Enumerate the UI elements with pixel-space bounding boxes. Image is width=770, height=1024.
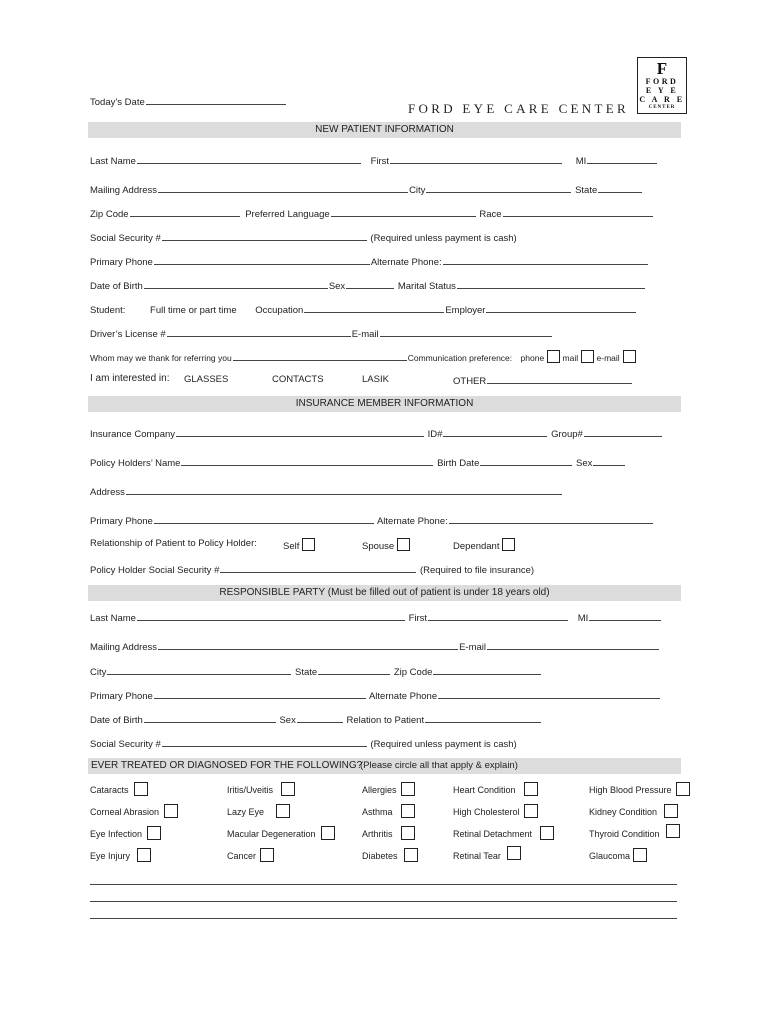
condition-label: Glaucoma [589,851,631,861]
condition-label: Kidney Condition [589,807,658,817]
dob-field[interactable] [144,279,328,289]
section-new-patient: NEW PATIENT INFORMATION [88,122,681,138]
policy-holder-row [90,456,626,469]
condition-label: Diabetes [362,851,398,861]
alternate-phone-field[interactable] [443,255,648,265]
resp-state-field[interactable] [318,665,390,675]
resp-dob-row [90,713,542,726]
label-self: Self [283,541,300,552]
spouse-checkbox[interactable] [397,538,410,551]
resp-sex-field[interactable] [297,713,343,723]
label-marital-status: Marital Status [397,281,456,292]
label-resp-ssn: Social Security # [90,739,161,750]
option-glasses[interactable]: GLASSES [184,374,229,385]
label-student: Student: [90,305,126,316]
resp-ssn-field[interactable] [162,737,367,747]
ins-primary-phone-field[interactable] [154,514,374,524]
resp-city-row [90,665,542,678]
mail-checkbox[interactable] [581,350,594,363]
resp-city-field[interactable] [107,665,291,675]
explain-line[interactable] [90,901,677,902]
condition-label: Cataracts [90,785,129,795]
section-responsible: RESPONSIBLE PARTY (Must be filled out of patient is under 18 years old) [88,585,681,601]
label-resp-mailing-address: Mailing Address [90,642,158,653]
first-name-field[interactable] [390,154,562,164]
condition-label: Corneal Abrasion [90,807,160,817]
ins-alternate-phone-field[interactable] [449,514,653,524]
label-resp-primary-phone: Primary Phone [90,691,153,702]
arthritis-checkbox[interactable] [401,826,415,840]
option-contacts[interactable]: CONTACTS [272,374,324,385]
email-field[interactable] [380,327,552,337]
resp-relation-field[interactable] [425,713,541,723]
logo-line4: CENTER [648,105,676,110]
label-phone-opt: phone [520,353,545,363]
condition-label: Retinal Tear [453,851,501,861]
patient-phone-row [90,255,649,268]
cancer-checkbox[interactable] [260,848,274,862]
eye-infection-checkbox[interactable] [147,826,161,840]
race-field[interactable] [503,207,653,217]
ford-logo [637,57,687,114]
label-birth-date: Birth Date [437,458,480,469]
label-city: City [409,185,426,196]
label-zip: Zip Code [90,209,129,220]
zip-field[interactable] [130,207,240,217]
occupation-field[interactable] [304,303,444,313]
resp-ssn-row [90,737,517,750]
dependant-checkbox[interactable] [502,538,515,551]
label-group: Group# [551,429,583,440]
label-resp-zip: Zip Code [393,667,433,678]
label-resp-alternate-phone: Alternate Phone [368,691,438,702]
logo-initial: F [656,59,668,78]
resp-zip-field[interactable] [433,665,541,675]
condition-label: Asthma [362,807,393,817]
sex-field[interactable] [346,279,394,289]
relationship-label: Relationship of Patient to Policy Holder: [90,538,257,549]
label-holder-ssn: Policy Holder Social Security # [90,565,220,576]
holder-ssn-note: (Required to file insurance) [420,565,535,576]
resp-first-field[interactable] [428,611,568,621]
allergies-checkbox[interactable] [401,782,415,796]
label-resp-email: E-mail [459,642,486,653]
patient-zip-row [90,207,654,220]
macular-degeneration-checkbox[interactable] [321,826,335,840]
label-id: ID# [427,429,443,440]
resp-phone-row [90,689,661,702]
option-other-row [453,374,633,387]
explain-line[interactable] [90,918,677,919]
asthma-checkbox[interactable] [401,804,415,818]
ins-sex-field[interactable] [593,456,625,466]
label-resp-city: City [90,667,107,678]
label-mailing-address: Mailing Address [90,185,158,196]
todays-date-field[interactable] [146,95,286,105]
relationship-dependant [453,538,515,552]
thyroid-condition-checkbox[interactable] [666,824,680,838]
todays-date-label: Today’s Date [90,97,145,108]
label-ins-primary-phone: Primary Phone [90,516,153,527]
conditions-bar [88,758,681,774]
label-dependant: Dependant [453,541,500,552]
high-cholesterol-checkbox[interactable] [524,804,538,818]
insurance-phone-row [90,514,654,527]
label-state: State [575,185,598,196]
interested-label: I am interested in: [90,373,170,384]
primary-phone-field[interactable] [154,255,370,265]
holder-ssn-field[interactable] [220,563,416,573]
label-language: Preferred Language [245,209,330,220]
condition-label: Arthritis [362,829,393,839]
label-ins-sex: Sex [576,458,593,469]
corneal-abrasion-checkbox[interactable] [164,804,178,818]
retinal-detachment-checkbox[interactable] [540,826,554,840]
label-holder-name: Policy Holders’ Name [90,458,181,469]
label-comm-pref: Communication preference: [407,353,513,363]
label-dob: Date of Birth [90,281,143,292]
holder-name-field[interactable] [181,456,433,466]
label-resp-dob: Date of Birth [90,715,143,726]
marital-status-field[interactable] [457,279,645,289]
lazy-eye-checkbox[interactable] [276,804,290,818]
condition-label: High Blood Pressure [589,785,672,795]
cataracts-checkbox[interactable] [134,782,148,796]
self-checkbox[interactable] [302,538,315,551]
conditions-heading: EVER TREATED OR DIAGNOSED FOR THE FOLLOWING? [91,760,363,771]
resp-last-name-field[interactable] [137,611,405,621]
condition-label: Macular Degeneration [227,829,316,839]
label-ssn: Social Security # [90,233,161,244]
explain-line[interactable] [90,884,677,885]
logo-line3: C A R E [639,95,685,104]
ins-address-field[interactable] [126,485,562,495]
logo-line2: E Y E [645,86,679,95]
label-insurance-company: Insurance Company [90,429,176,440]
condition-label: High Cholesterol [453,807,520,817]
resp-alternate-phone-field[interactable] [438,689,660,699]
group-field[interactable] [584,427,662,437]
label-spouse: Spouse [362,541,395,552]
ssn-field[interactable] [162,231,367,241]
holder-ssn-row [90,563,534,576]
language-field[interactable] [331,207,476,217]
high-blood-pressure-checkbox[interactable] [676,782,690,796]
condition-label: Retinal Detachment [453,829,533,839]
glaucoma-checkbox[interactable] [633,848,647,862]
full-part-time: Full time or part time [150,305,237,316]
id-field[interactable] [443,427,547,437]
patient-student-row [90,303,637,316]
state-field[interactable] [598,183,642,193]
label-sex: Sex [328,281,346,292]
retinal-tear-checkbox[interactable] [507,846,521,860]
patient-license-row [90,327,553,340]
mailing-address-field[interactable] [158,183,408,193]
insurance-company-field[interactable] [176,427,424,437]
brand-name: FORD EYE CARE CENTER [408,101,629,116]
resp-dob-field[interactable] [144,713,276,723]
ssn-note: (Required unless payment is cash) [370,233,517,244]
label-last-name: Last Name [90,156,136,167]
condition-label: Cancer [227,851,257,861]
label-email: E-mail [351,329,379,340]
resp-primary-phone-field[interactable] [154,689,366,699]
phone-checkbox[interactable] [547,350,560,363]
label-primary-phone: Primary Phone [90,257,153,268]
label-resp-sex: Sex [279,715,296,726]
email-checkbox[interactable] [623,350,636,363]
patient-ssn-row [90,231,517,244]
referral-field[interactable] [233,351,407,361]
label-mi: MI [575,156,587,167]
label-mail-opt: mail [562,353,579,363]
resp-mi-field[interactable] [589,611,661,621]
label-first: First [370,156,390,167]
option-other[interactable]: OTHER [453,376,487,387]
condition-label: Eye Infection [90,829,143,839]
section-insurance: INSURANCE MEMBER INFORMATION [88,396,681,412]
patient-referral-row [90,350,636,363]
label-resp-relation: Relation to Patient [346,715,425,726]
birth-date-field[interactable] [480,456,572,466]
label-drivers-license: Driver’s License # [90,329,166,340]
eye-injury-checkbox[interactable] [137,848,151,862]
label-resp-mi: MI [577,613,589,624]
last-name-field[interactable] [137,154,361,164]
other-field[interactable] [487,374,632,384]
label-resp-first: First [408,613,428,624]
option-lasik[interactable]: LASIK [362,374,389,385]
condition-label: Lazy Eye [227,807,265,817]
label-occupation: Occupation [255,305,304,316]
resp-address-row [90,640,660,653]
relationship-self [283,538,315,552]
drivers-license-field[interactable] [167,327,351,337]
label-alternate-phone: Alternate Phone: [370,257,442,268]
patient-dob-row [90,279,646,292]
conditions-instruction: (Please circle all that apply & explain) [360,760,518,771]
city-field[interactable] [426,183,571,193]
resp-email-field[interactable] [487,640,659,650]
label-race: Race [479,209,502,220]
label-resp-state: State [295,667,318,678]
condition-label: Thyroid Condition [589,829,660,839]
kidney-condition-checkbox[interactable] [664,804,678,818]
diabetes-checkbox[interactable] [404,848,418,862]
label-ins-address: Address [90,487,125,498]
logo-line1: FORD [645,77,679,86]
employer-field[interactable] [486,303,636,313]
patient-address-row [90,183,643,196]
condition-label: Eye Injury [90,851,131,861]
insurance-address-row [90,485,563,498]
todays-date-row [90,95,287,108]
insurance-company-row [90,427,663,440]
label-resp-last-name: Last Name [90,613,136,624]
condition-label: Heart Condition [453,785,516,795]
label-email-opt: e-mail [596,353,620,363]
resp-mailing-address-field[interactable] [158,640,458,650]
relationship-spouse [362,538,410,552]
label-ins-alternate-phone: Alternate Phone: [376,516,448,527]
label-referral: Whom may we thank for referring you [90,353,232,363]
heart-condition-checkbox[interactable] [524,782,538,796]
condition-label: Allergies [362,785,397,795]
iritis-checkbox[interactable] [281,782,295,796]
condition-label: Iritis/Uveitis [227,785,274,795]
label-employer: Employer [445,305,486,316]
resp-name-row [90,611,662,624]
patient-name-row [90,154,658,167]
resp-ssn-note: (Required unless payment is cash) [370,739,517,750]
mi-field[interactable] [587,154,657,164]
